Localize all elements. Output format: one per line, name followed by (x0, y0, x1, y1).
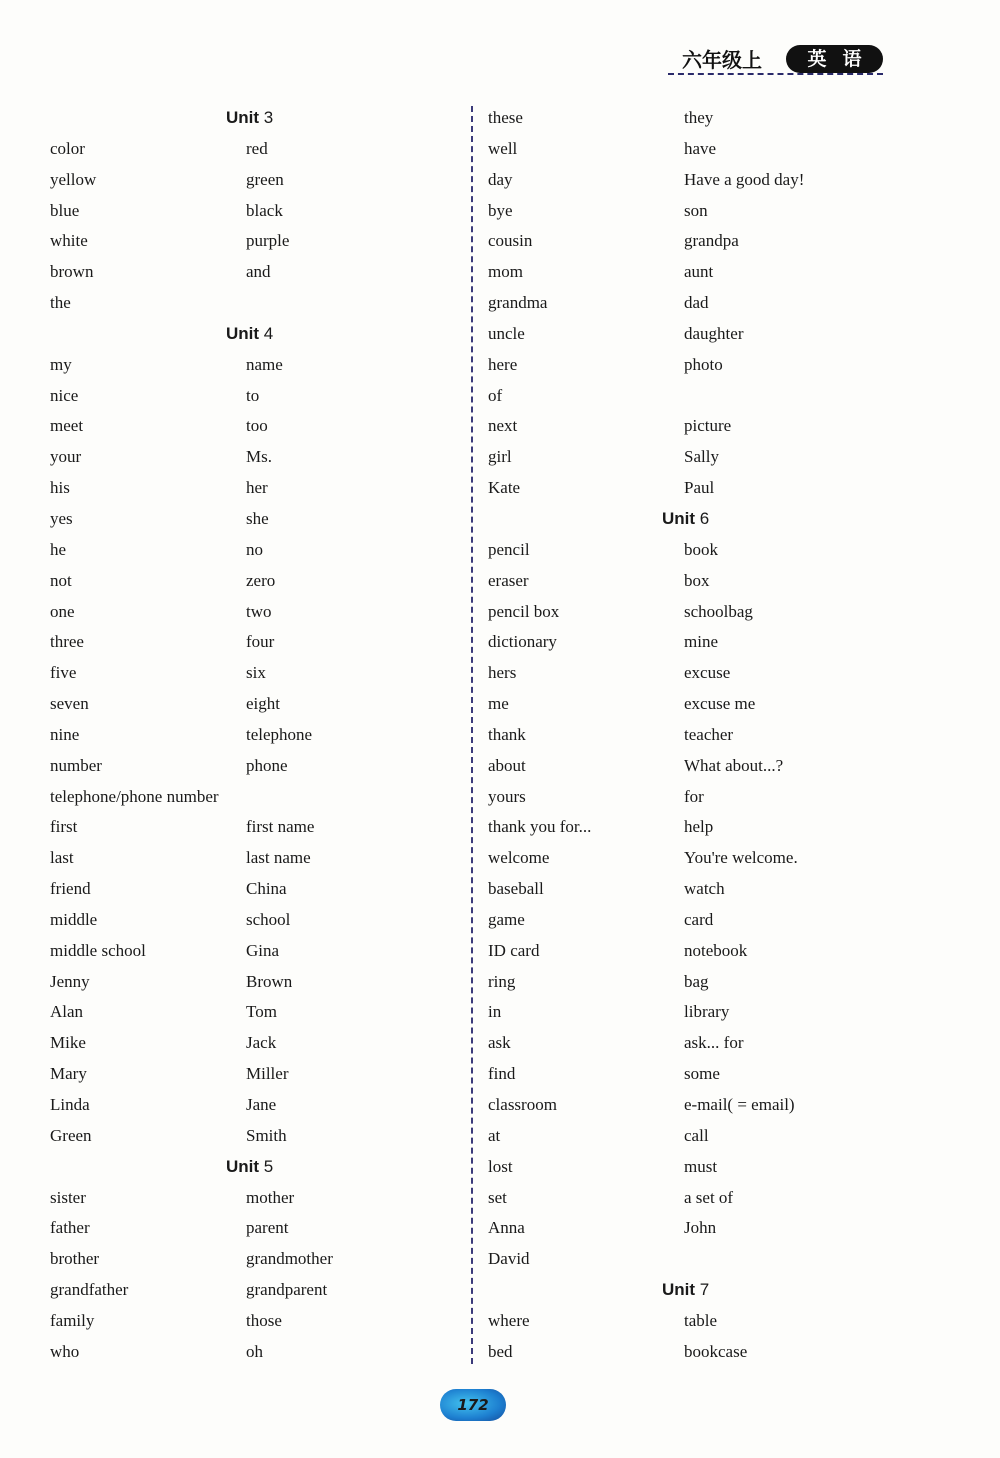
vocabulary-row (44, 843, 474, 874)
vocabulary-word: middle school (50, 940, 146, 960)
vocabulary-word: at (488, 1125, 501, 1145)
vocabulary-word: e-mail( = email) (684, 1095, 795, 1114)
vocabulary-row (482, 597, 912, 628)
vocabulary-row (482, 751, 912, 782)
vocabulary-word: yellow (50, 169, 97, 189)
vocabulary-row (482, 350, 912, 381)
vocabulary-row (44, 658, 474, 689)
vocabulary-word: meet (50, 416, 84, 436)
vocabulary-word: Jenny (50, 971, 90, 991)
vocabulary-row (482, 442, 912, 473)
vocabulary-row (44, 874, 474, 905)
vocabulary-row (44, 257, 474, 288)
vocabulary-word: help (684, 817, 714, 837)
vocabulary-row (44, 1337, 474, 1368)
vocabulary-row (482, 720, 912, 751)
vocabulary-word: Jack (246, 1033, 277, 1053)
vocabulary-row (482, 103, 912, 134)
right-vocabulary-column (482, 103, 912, 1368)
vocabulary-row (44, 411, 474, 442)
vocabulary-word: eraser (488, 570, 529, 590)
vocabulary-word: lost (488, 1156, 513, 1176)
unit-heading-row (482, 504, 912, 535)
vocabulary-word: mine (684, 632, 718, 652)
vocabulary-word: telephone (246, 724, 313, 744)
vocabulary-word: grandmother (246, 1249, 333, 1269)
vocabulary-row (44, 1121, 474, 1152)
vocabulary-row (482, 257, 912, 288)
unit-heading-label: Unit (226, 108, 260, 127)
unit-heading-label: Unit (662, 508, 696, 528)
vocabulary-word: have (684, 138, 717, 158)
vocabulary-row (44, 288, 474, 319)
vocabulary-word: who (50, 1341, 80, 1361)
vocabulary-word: What about...? (684, 755, 784, 775)
unit-number: 3 (263, 108, 274, 127)
vocabulary-row (482, 874, 912, 905)
vocabulary-word: thank (488, 724, 526, 744)
vocabulary-word: watch (684, 879, 725, 899)
vocabulary-row (482, 1059, 912, 1090)
vocabulary-word: Green (50, 1125, 92, 1145)
vocabulary-row (44, 1059, 474, 1090)
vocabulary-row (44, 442, 474, 473)
vocabulary-word: find (488, 1064, 516, 1084)
vocabulary-word: for (684, 786, 704, 806)
vocabulary-word: yours (488, 786, 526, 806)
vocabulary-row (44, 350, 474, 381)
vocabulary-word: dad (684, 293, 709, 313)
vocabulary-row (482, 627, 912, 658)
vocabulary-word: girl (488, 447, 512, 467)
vocabulary-word: box (684, 570, 710, 590)
vocabulary-row (482, 1244, 912, 1275)
vocabulary-row (482, 196, 912, 227)
vocabulary-row (482, 1213, 912, 1244)
unit-heading (662, 504, 709, 535)
vocabulary-row (482, 1337, 912, 1368)
vocabulary-word: David (488, 1249, 530, 1269)
vocabulary-word: white (50, 231, 88, 251)
vocabulary-word: game (488, 909, 525, 929)
vocabulary-word: he (50, 539, 67, 559)
vocabulary-word: welcome (488, 848, 550, 868)
vocabulary-word: Have a good day! (684, 169, 805, 189)
vocabulary-row (44, 1244, 474, 1275)
vocabulary-word: blue (50, 200, 80, 220)
vocabulary-row (482, 1121, 912, 1152)
vocabulary-word: sister (50, 1187, 86, 1207)
unit-heading-row (44, 103, 474, 134)
vocabulary-word: John (684, 1218, 717, 1238)
vocabulary-word: last (50, 848, 74, 868)
vocabulary-word: father (50, 1218, 90, 1238)
unit-number: 6 (699, 508, 710, 528)
grade-label: 六年级上 (682, 48, 762, 72)
vocabulary-word: Gina (246, 940, 280, 960)
vocabulary-word: teacher (684, 724, 734, 744)
vocabulary-word: dictionary (488, 632, 557, 652)
vocabulary-row (44, 1275, 474, 1306)
vocabulary-word: Jane (246, 1095, 277, 1114)
vocabulary-row (482, 411, 912, 442)
vocabulary-row (44, 689, 474, 720)
vocabulary-word: Mike (50, 1033, 86, 1053)
vocabulary-word: middle (50, 909, 98, 929)
vocabulary-word: next (488, 416, 518, 436)
vocabulary-word: ask (488, 1033, 511, 1053)
vocabulary-word: two (246, 601, 272, 621)
vocabulary-row (44, 381, 474, 412)
vocabulary-word: bag (684, 971, 709, 991)
vocabulary-word: of (488, 385, 503, 405)
vocabulary-row (44, 751, 474, 782)
vocabulary-word: Paul (684, 478, 715, 498)
vocabulary-word: ID card (488, 940, 540, 960)
vocabulary-word: library (684, 1002, 730, 1022)
unit-heading-label: Unit (226, 1156, 260, 1176)
vocabulary-word: notebook (684, 940, 748, 960)
subject-badge: 英语 (786, 45, 883, 73)
vocabulary-word: telephone/phone number (50, 786, 219, 806)
vocabulary-word: nice (50, 385, 79, 405)
vocabulary-word: Tom (246, 1002, 277, 1022)
vocabulary-word: grandfather (50, 1280, 129, 1300)
vocabulary-row (44, 504, 474, 535)
vocabulary-word: grandpa (684, 231, 739, 251)
vocabulary-word: brother (50, 1249, 100, 1269)
vocabulary-word: China (246, 879, 287, 899)
vocabulary-row (482, 381, 912, 412)
vocabulary-word: in (488, 1002, 502, 1022)
vocabulary-word: mom (488, 262, 523, 282)
vocabulary-row (44, 997, 474, 1028)
vocabulary-word: Linda (50, 1095, 90, 1114)
vocabulary-word: she (246, 508, 269, 528)
vocabulary-word: bookcase (684, 1341, 748, 1361)
vocabulary-row (482, 319, 912, 350)
vocabulary-row (44, 720, 474, 751)
vocabulary-word: Alan (50, 1002, 84, 1022)
vocabulary-row (44, 1183, 474, 1214)
vocabulary-row (44, 134, 474, 165)
vocabulary-word: must (684, 1156, 718, 1176)
vocabulary-word: brown (50, 262, 94, 282)
vocabulary-row (44, 936, 474, 967)
vocabulary-word: four (246, 632, 275, 652)
vocabulary-word: ask... for (684, 1033, 744, 1053)
vocabulary-word: uncle (488, 323, 525, 343)
vocabulary-word: pencil box (488, 601, 560, 621)
vocabulary-word: call (684, 1125, 709, 1145)
vocabulary-word: Miller (246, 1064, 289, 1084)
unit-heading (662, 1275, 709, 1306)
vocabulary-word: day (488, 169, 513, 189)
vocabulary-row (482, 658, 912, 689)
vocabulary-word: thank you for... (488, 817, 592, 837)
vocabulary-word: seven (50, 694, 89, 714)
vocabulary-row (482, 1306, 912, 1337)
vocabulary-word: bed (488, 1341, 513, 1361)
vocabulary-word: Sally (684, 447, 719, 467)
vocabulary-word: pencil (488, 539, 530, 559)
vocabulary-word: excuse me (684, 694, 756, 714)
vocabulary-word: Mary (50, 1064, 87, 1084)
vocabulary-word: school (246, 909, 291, 929)
unit-heading (226, 319, 273, 350)
vocabulary-word: oh (246, 1341, 263, 1361)
vocabulary-row (44, 535, 474, 566)
vocabulary-word: Ms. (246, 447, 272, 467)
vocabulary-word: red (246, 138, 268, 158)
unit-heading (226, 1152, 273, 1183)
vocabulary-word: family (50, 1310, 95, 1330)
vocabulary-row (482, 689, 912, 720)
vocabulary-row (44, 196, 474, 227)
vocabulary-row (44, 627, 474, 658)
vocabulary-row (482, 1183, 912, 1214)
vocabulary-word: one (50, 601, 75, 621)
vocabulary-word: eight (246, 694, 280, 714)
vocabulary-row (482, 134, 912, 165)
vocabulary-word: where (488, 1310, 530, 1330)
vocabulary-row (44, 782, 474, 813)
vocabulary-row (482, 905, 912, 936)
vocabulary-word: yes (50, 508, 73, 528)
vocabulary-word: to (246, 385, 260, 405)
vocabulary-word: Smith (246, 1125, 287, 1145)
vocabulary-word: a set of (684, 1187, 734, 1207)
vocabulary-row (44, 812, 474, 843)
left-vocabulary-column (44, 103, 474, 1368)
vocabulary-word: the (50, 293, 71, 313)
vocabulary-word: green (246, 169, 284, 189)
vocabulary-word: mother (246, 1187, 295, 1207)
unit-number: 5 (263, 1156, 274, 1176)
vocabulary-row (482, 812, 912, 843)
unit-heading-row (482, 1275, 912, 1306)
vocabulary-word: Anna (488, 1218, 525, 1238)
unit-number: 7 (699, 1280, 710, 1300)
vocabulary-word: You're welcome. (684, 848, 798, 868)
vocabulary-word: nine (50, 724, 80, 744)
vocabulary-row (44, 566, 474, 597)
vocabulary-word: zero (246, 570, 276, 590)
vocabulary-word: about (488, 755, 526, 775)
vocabulary-row (482, 782, 912, 813)
vocabulary-word: set (488, 1187, 507, 1207)
vocabulary-word: my (50, 354, 72, 374)
vocabulary-word: card (684, 909, 714, 929)
vocabulary-word: Kate (488, 478, 521, 498)
unit-heading-label: Unit (226, 323, 260, 343)
vocabulary-word: these (488, 108, 523, 127)
vocabulary-word: name (246, 354, 283, 374)
unit-heading (226, 103, 273, 134)
vocabulary-row (482, 1090, 912, 1121)
vocabulary-row (44, 597, 474, 628)
vocabulary-row (482, 936, 912, 967)
vocabulary-row (482, 997, 912, 1028)
vocabulary-word: friend (50, 879, 91, 899)
vocabulary-row (44, 1090, 474, 1121)
unit-heading-row (44, 319, 474, 350)
vocabulary-word: grandma (488, 293, 548, 313)
vocabulary-word: her (246, 478, 268, 498)
vocabulary-word: aunt (684, 262, 714, 282)
vocabulary-row (482, 226, 912, 257)
vocabulary-row (44, 1028, 474, 1059)
vocabulary-word: they (684, 108, 714, 127)
vocabulary-word: and (246, 262, 271, 282)
unit-number: 4 (263, 323, 274, 343)
vocabulary-row (44, 967, 474, 998)
vocabulary-row (482, 1028, 912, 1059)
vocabulary-row (482, 1152, 912, 1183)
vocabulary-row (44, 1213, 474, 1244)
vocabulary-word: too (246, 416, 268, 436)
vocabulary-word: those (246, 1310, 282, 1330)
vocabulary-word: ring (488, 971, 516, 991)
vocabulary-row (482, 535, 912, 566)
vocabulary-word: bye (488, 200, 513, 220)
vocabulary-row (482, 843, 912, 874)
vocabulary-row (44, 905, 474, 936)
header-underline (668, 73, 883, 75)
vocabulary-word: baseball (488, 879, 544, 899)
vocabulary-word: first name (246, 817, 315, 837)
vocabulary-word: hers (488, 663, 517, 683)
vocabulary-word: purple (246, 231, 290, 251)
vocabulary-row (44, 1306, 474, 1337)
vocabulary-word: grandparent (246, 1280, 328, 1300)
vocabulary-word: your (50, 447, 82, 467)
unit-heading-label: Unit (662, 1280, 696, 1300)
vocabulary-row (482, 566, 912, 597)
vocabulary-word: black (246, 200, 283, 220)
vocabulary-word: his (50, 478, 70, 498)
vocabulary-word: not (50, 570, 72, 590)
vocabulary-row (482, 473, 912, 504)
vocabulary-word: last name (246, 848, 311, 868)
vocabulary-word: first (50, 817, 78, 837)
vocabulary-row (44, 165, 474, 196)
vocabulary-word: son (684, 200, 708, 220)
vocabulary-word: five (50, 663, 77, 683)
vocabulary-word: cousin (488, 231, 533, 251)
vocabulary-row (482, 967, 912, 998)
vocabulary-row (44, 226, 474, 257)
vocabulary-word: Brown (246, 971, 293, 991)
vocabulary-row (482, 165, 912, 196)
vocabulary-word: three (50, 632, 84, 652)
vocabulary-word: here (488, 354, 518, 374)
vocabulary-word: color (50, 138, 85, 158)
column-divider (471, 106, 473, 1364)
vocabulary-word: book (684, 539, 718, 559)
vocabulary-word: number (50, 755, 102, 775)
vocabulary-word: six (246, 663, 266, 683)
vocabulary-word: well (488, 138, 518, 158)
vocabulary-word: classroom (488, 1095, 557, 1114)
vocabulary-row (482, 288, 912, 319)
vocabulary-word: me (488, 694, 509, 714)
vocabulary-word: daughter (684, 323, 744, 343)
vocabulary-row (44, 473, 474, 504)
vocabulary-word: table (684, 1310, 718, 1330)
vocabulary-word: photo (684, 354, 723, 374)
vocabulary-word: excuse (684, 663, 731, 683)
page-number: 172 (440, 1389, 506, 1421)
vocabulary-word: parent (246, 1218, 289, 1238)
vocabulary-word: schoolbag (684, 601, 753, 621)
vocabulary-word: no (246, 539, 263, 559)
vocabulary-word: phone (246, 755, 288, 775)
unit-heading-row (44, 1152, 474, 1183)
vocabulary-word: picture (684, 416, 732, 436)
vocabulary-word: some (684, 1064, 720, 1084)
